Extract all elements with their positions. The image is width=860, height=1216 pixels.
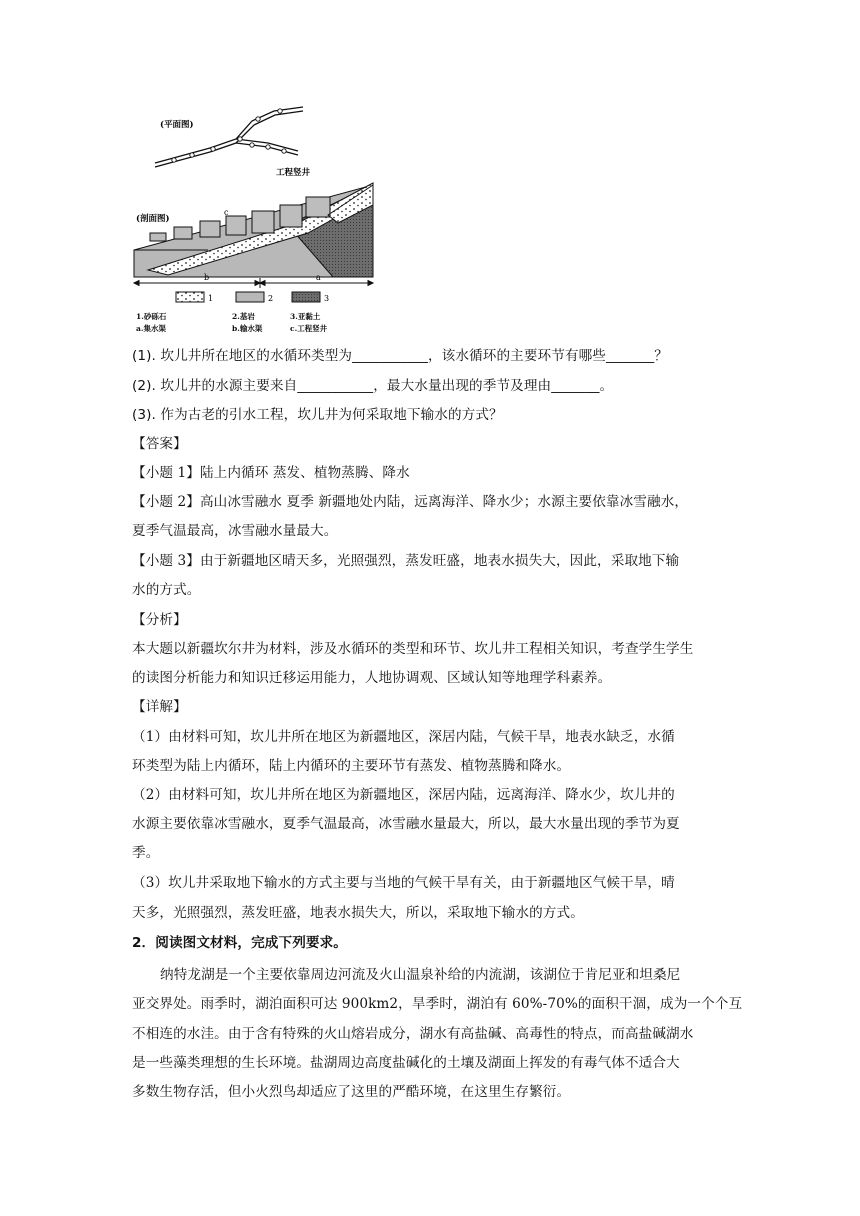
legend <box>176 292 320 302</box>
legend-3: 3 <box>324 294 330 303</box>
passage-line: 不相连的水洼。由于含有特殊的火山熔岩成分，湖水有高盐碱、高毒性的特点，而高盐碱湖水 <box>132 1026 694 1042</box>
caption-transfer-canal: b.输水渠 <box>232 324 263 333</box>
caption-gravel: 1.砂砾石 <box>136 312 167 321</box>
answer-line: 【小题 3】由于新疆地区晴天多，光照强烈，蒸发旺盛，地表水损失大，因此，采取地下输 <box>132 553 680 569</box>
section-view-label: (剖面图) <box>136 214 170 224</box>
plan-view-label: (平面图) <box>160 120 194 130</box>
legend-2: 2 <box>268 294 274 303</box>
plan-view-canal <box>155 107 303 167</box>
section-view-profile <box>134 183 373 277</box>
passage-line: 纳特龙湖是一个主要依靠周边河流及火山温泉补给的内流湖，该湖位于肯尼亚和坦桑尼 <box>160 967 681 983</box>
answer-header: 【答案】 <box>132 436 187 452</box>
kanerjing-diagram <box>128 105 378 340</box>
caption-shaft: c.工程竖井 <box>290 324 328 333</box>
legend-bedrock-swatch <box>236 292 264 302</box>
label-a: a <box>316 273 321 282</box>
detail-line: 环类型为陆上内循环，陆上内循环的主要环节有蒸发、植物蒸腾和降水。 <box>132 758 571 774</box>
detail-line: （2）由材料可知，坎儿井所在地区为新疆地区，深居内陆，远离海洋、降水少，坎儿井的 <box>132 787 675 803</box>
passage-line: 是一些藻类理想的生长环境。盐湖周边高度盐碱化的土壤及湖面上挥发的有毒气体不适合大 <box>132 1055 680 1071</box>
label-b: b <box>204 273 210 282</box>
legend-1: 1 <box>208 294 214 303</box>
label-c: c <box>224 208 229 217</box>
detail-line: （1）由材料可知，坎儿井所在地区为新疆地区，深居内陆，气候干旱，地表水缺乏，水循 <box>132 729 675 745</box>
analysis-line: 的读图分析能力和知识迁移运用能力，人地协调观、区域认知等地理学科素养。 <box>132 670 612 686</box>
detail-line: （3）坎儿井采取地下输水的方式主要与当地的气候干旱有关，由于新疆地区气候干旱，晴 <box>132 875 675 891</box>
shaft-label: 工程竖井 <box>276 168 311 178</box>
answer-line: 【小题 1】陆上内循环 蒸发、植物蒸腾、降水 <box>132 465 410 481</box>
legend-clay-swatch <box>292 292 320 302</box>
analysis-line: 本大题以新疆坎尔井为材料，涉及水循环的类型和环节、坎儿井工程相关知识，考查学生学生 <box>132 641 694 657</box>
passage-line: 亚交界处。雨季时，湖泊面积可达 900km2，旱季时，湖泊有 60%-70%的面积干涸，成为一个个互 <box>132 996 743 1012</box>
answer-line: 夏季气温最高，冰雪融水量最大。 <box>132 523 338 539</box>
answer-line: 【小题 2】高山冰雪融水 夏季 新疆地处内陆，远离海洋、降水少；水源主要依靠冰雪融水， <box>132 494 689 510</box>
task-2-title: 2．阅读图文材料，完成下列要求。 <box>132 935 347 951</box>
caption-clay: 3.亚黏土 <box>290 312 321 321</box>
answer-line: 水的方式。 <box>132 582 201 598</box>
caption-bedrock: 2.基岩 <box>232 312 255 321</box>
caption-collect-canal: a.集水渠 <box>136 324 166 333</box>
analysis-header: 【分析】 <box>132 612 187 628</box>
question-1: (1). 坎儿井所在地区的水循环类型为___________，该水循环的主要环节有哪些_______？ <box>132 348 668 364</box>
legend-gravel-swatch <box>176 292 204 302</box>
passage-line: 多数生物存活，但小火烈鸟却适应了这里的严酷环境，在这里生存繁衍。 <box>132 1084 571 1100</box>
dimension-arrows <box>134 278 373 288</box>
detail-header: 【详解】 <box>132 699 187 715</box>
detail-line: 天多，光照强烈，蒸发旺盛，地表水损失大，所以，采取地下输水的方式。 <box>132 905 584 921</box>
detail-line: 水源主要依靠冰雪融水，夏季气温最高，冰雪融水量最大，所以，最大水量出现的季节为夏 <box>132 816 680 832</box>
detail-line: 季。 <box>132 845 160 861</box>
question-2: (2). 坎儿井的水源主要来自___________，最大水量出现的季节及理由_______。 <box>132 378 614 394</box>
question-3: (3). 作为古老的引水工程，坎儿井为何采取地下输水的方式？ <box>132 407 503 423</box>
